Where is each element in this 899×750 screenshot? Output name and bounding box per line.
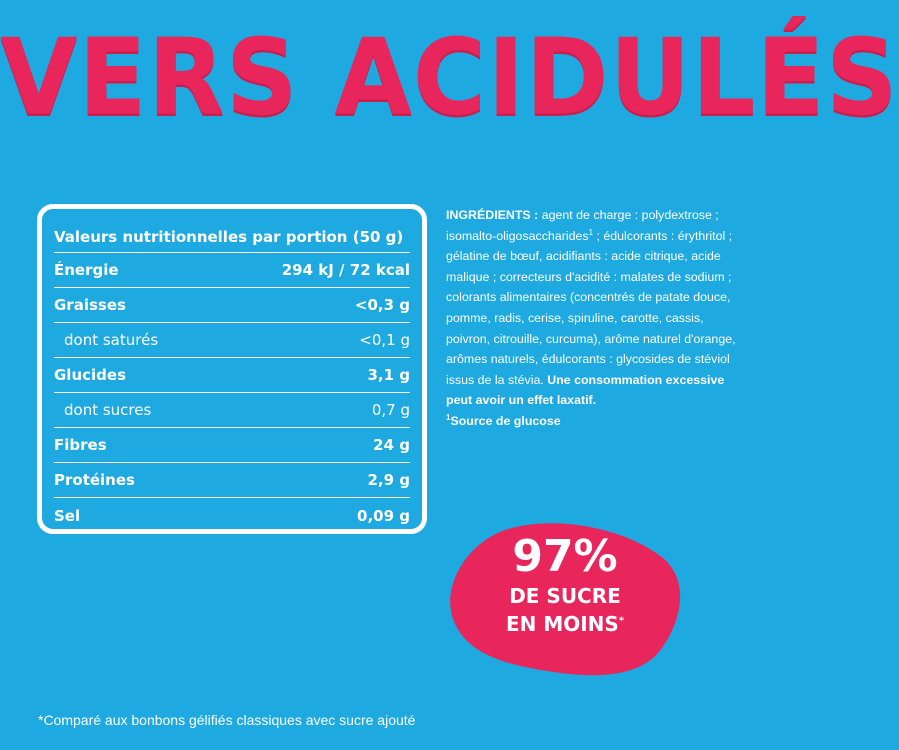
nutrition-label: Glucides	[54, 366, 127, 384]
nutrition-value: 2,9 g	[367, 471, 410, 489]
nutrition-value: 0,09 g	[357, 506, 410, 525]
footnote: *Comparé aux bonbons gélifiés classiques avec sucre ajouté	[38, 712, 416, 728]
badge-percent: 97%	[512, 531, 618, 582]
laxative-warning: Une consommation excessive peut avoir un effet laxatif.	[446, 372, 725, 408]
nutrition-row-salt	[54, 498, 410, 533]
nutrition-value: <0,3 g	[354, 296, 410, 314]
nutrition-label: Sel	[54, 506, 81, 525]
nutrition-row-saturated	[54, 323, 410, 358]
nutrition-label: Protéines	[54, 471, 135, 489]
nutrition-value: 24 g	[373, 436, 410, 454]
nutrition-label: Énergie	[54, 261, 119, 279]
nutrition-label: dont sucres	[64, 401, 152, 419]
sugar-claim-badge	[445, 520, 685, 680]
badge-line-2-wrap	[445, 610, 685, 638]
nutrition-row-fibre	[54, 428, 410, 463]
glucose-source-note: Source de glucose	[450, 413, 561, 428]
badge-line-2: EN MOINS	[505, 612, 619, 636]
nutrition-label: dont saturés	[64, 331, 159, 349]
ingredients-part-1: agent de charge : polydextrose ; isomalto-oligosaccharides	[446, 208, 719, 243]
source-footnote-mark: 1	[446, 412, 451, 422]
nutrition-row-energy	[54, 253, 410, 288]
nutrition-row-carbs	[54, 358, 410, 393]
ingredients-text	[446, 205, 746, 432]
nutrition-value: 3,1 g	[367, 366, 410, 384]
ingredients-footnote-mark: 1	[588, 227, 594, 237]
badge-line-1: DE SUCRE	[509, 584, 621, 608]
ingredients-heading: INGRÉDIENTS :	[446, 208, 539, 222]
nutrition-label: Fibres	[54, 436, 107, 454]
product-title: VERS ACIDULÉS	[0, 16, 899, 139]
nutrition-label: Graisses	[54, 296, 126, 314]
nutrition-table	[37, 204, 427, 534]
nutrition-header: Valeurs nutritionnelles par portion (50 g)	[54, 221, 410, 253]
badge-asterisk: *	[618, 615, 625, 627]
nutrition-row-fat	[54, 288, 410, 323]
nutrition-row-sugars	[54, 393, 410, 428]
nutrition-value: 294 kJ / 72 kcal	[281, 261, 410, 279]
nutrition-value: <0,1 g	[359, 331, 410, 349]
nutrition-row-protein	[54, 463, 410, 498]
badge-text	[445, 532, 685, 638]
nutrition-value: 0,7 g	[371, 401, 410, 419]
ingredients-part-2: ; édulcorants : érythritol ; gélatine de bœuf, acidifiants : acide citrique, acide malique ; correcteurs d'acidité : malates de sodium ; colorants alimentaires (concentrés de patate douce, pomme, radis, cerise, spiruline, carotte, cassis, poivron, citrouille, curcuma), arôme naturel d'orange, arômes naturels, édulcorants : glycosides de stéviol issus de la stévia.	[446, 228, 736, 387]
